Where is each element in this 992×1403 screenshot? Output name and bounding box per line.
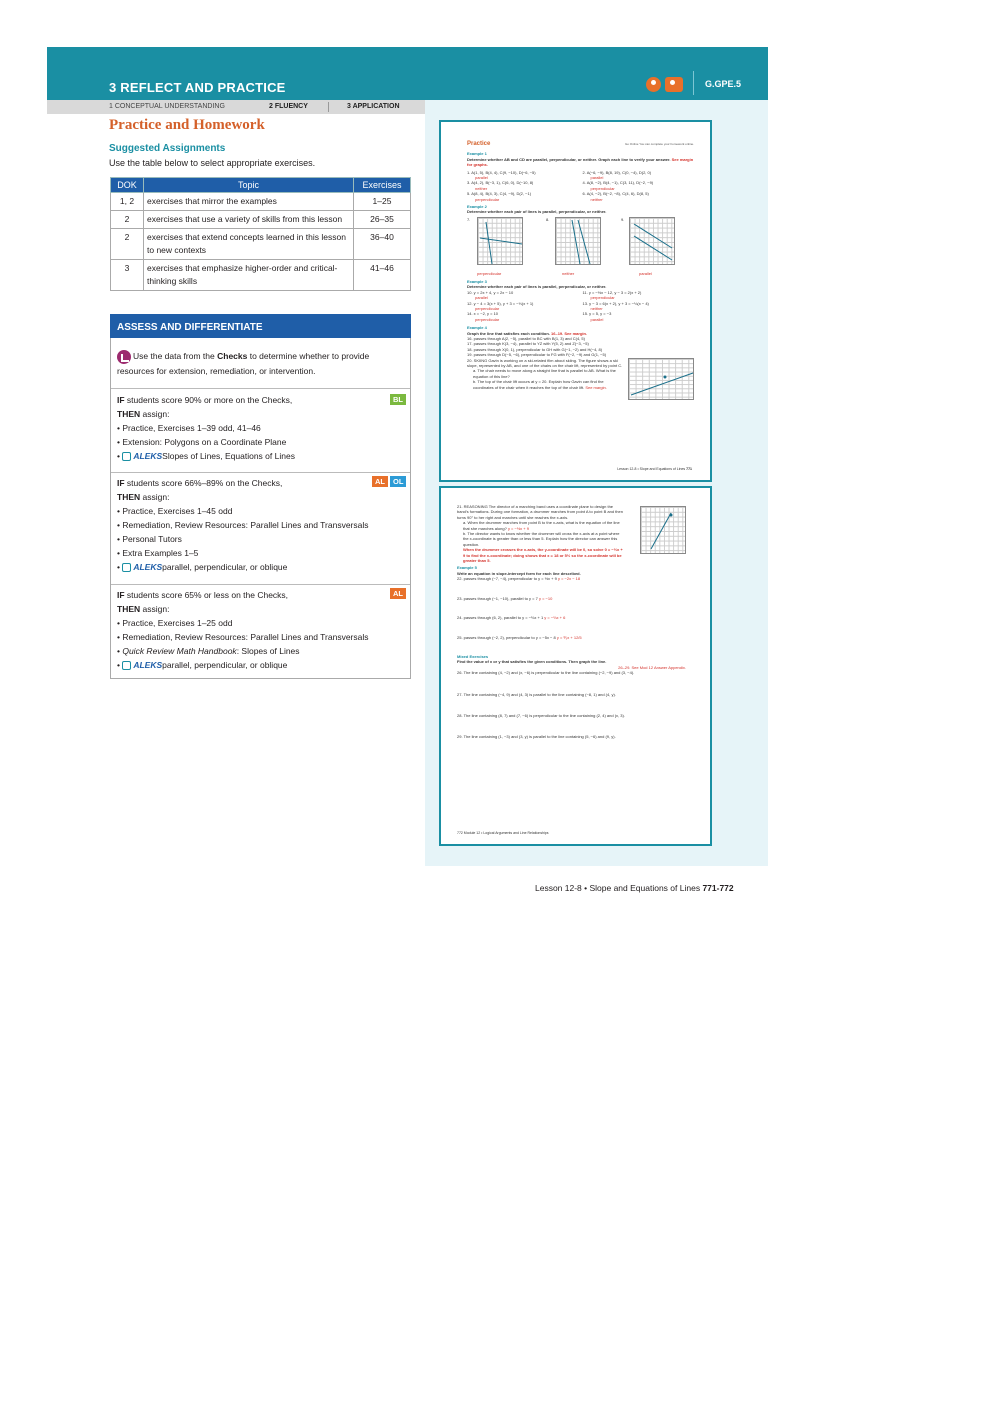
thumb-answer: y = −½x + 9 xyxy=(507,525,529,531)
thumb-instruction: Determine whether each pair of lines is parallel, perpendicular, or neither. xyxy=(467,284,607,290)
list-item[interactable]: • Practice, Exercises 1–45 odd xyxy=(117,504,402,518)
then-text: assign: xyxy=(140,409,170,419)
badge-ol: OL xyxy=(390,476,406,487)
list-item[interactable]: • Practice, Exercises 1–39 odd, 41–46 xyxy=(117,421,402,435)
aleks-logo: ALEKS xyxy=(133,451,163,461)
aleks-icon xyxy=(122,452,131,461)
badge-bl: BL xyxy=(390,394,406,405)
exercises-cell: 1–25 xyxy=(354,193,411,211)
thumb-graph-number: 8. xyxy=(546,216,550,222)
assignment-table xyxy=(110,177,411,291)
assign-block-on-level xyxy=(117,476,402,574)
list-item[interactable]: • Practice, Exercises 1–25 odd xyxy=(117,616,402,630)
then-label: THEN xyxy=(117,409,141,419)
footer-text: Lesson 12-8 • Slope and Equations of Lines xyxy=(535,883,703,893)
thumb-exercise: 17. passes through K(3, −4), parallel to YZ with Y(5, 2) and Z(−3, −5) xyxy=(467,341,589,347)
thumb-exercise-grid xyxy=(467,170,694,202)
then-label: THEN xyxy=(117,604,141,614)
topic-cell: exercises that extend concepts learned in this lesson to new contexts xyxy=(144,229,354,260)
thumb-footer: 772 Module 12 • Logical Arguments and Line Relationships xyxy=(457,830,549,835)
tab-divider xyxy=(328,102,329,112)
individual-icon xyxy=(646,77,661,92)
suggested-assignments-title: Suggested Assignments xyxy=(109,143,226,154)
thumb-header xyxy=(467,142,694,147)
topic-cell: exercises that emphasize higher-order and critical-thinking skills xyxy=(144,260,354,291)
thumb-exercise-part: b. The director wants to know whether the drummer will cross the x-axis at a point where the x-coordinate is greater than or less than 5. Explain how the director can answer this question. xyxy=(463,531,620,547)
thumb-mixed-exercises-label: Mixed Exercises xyxy=(457,653,489,659)
thumb-graph-7 xyxy=(477,217,523,265)
if-label: IF xyxy=(117,478,125,488)
dok-cell: 1, 2 xyxy=(111,193,144,211)
thumb-answer: perpendicular xyxy=(590,295,615,301)
thumb-exercise: 14. x = −2, y = 10 xyxy=(467,311,499,317)
thumb-see-margin: 16–19. See margin. xyxy=(551,330,588,336)
graph-8-lines xyxy=(556,218,602,266)
thumb-answer: neither xyxy=(562,270,575,276)
thumb-exercise-part-text: a. When the drummer marches from point B to the x-axis, what is the equation of the line that she marches along? xyxy=(463,520,620,531)
thumb-instruction-text: Graph the line that satisfies each condition. xyxy=(467,330,550,336)
thumb-exercise-grid xyxy=(467,290,694,322)
then-text: assign: xyxy=(140,492,170,502)
if-line xyxy=(117,393,402,407)
thumb-graph-row xyxy=(467,217,694,279)
thumb-exercise: 11. y = −½x − 12, y − 3 = 2(x + 2) xyxy=(582,289,642,295)
dok-cell: 2 xyxy=(111,211,144,229)
graph-7-lines xyxy=(478,218,524,266)
aleks-logo: ALEKS xyxy=(133,660,163,670)
thumb-practice-title: Practice xyxy=(467,141,491,147)
page-thumbnail-772[interactable] xyxy=(439,486,712,846)
thumb-exercise: 29. The line containing (1, −3) and (3, y) is parallel to the line containing (5, −6) and (9, y). xyxy=(457,734,616,740)
thumb-answer: parallel xyxy=(475,295,488,301)
if-label: IF xyxy=(117,590,125,600)
thumb-graph-number: 9. xyxy=(621,216,625,222)
tab-fluency[interactable]: 2 FLUENCY xyxy=(269,103,308,110)
if-line xyxy=(117,476,402,490)
thumb-answer: perpendicular xyxy=(475,196,500,202)
intro-text-rest: to determine whether to provide resources for extension, remediation, or intervention. xyxy=(117,351,370,376)
thumb-exercise-part xyxy=(457,520,624,531)
thumb-see-margin: See margin for graphs. xyxy=(467,156,694,168)
handbook-topic: : Slopes of Lines xyxy=(236,646,300,656)
spacer xyxy=(457,640,686,654)
thumb-page-number: 771 xyxy=(686,466,692,471)
divider xyxy=(111,472,410,473)
thumb-exercise: 22. passes through (−7, −4), perpendicular to y = ½x + 9 xyxy=(457,576,557,582)
aleks-item[interactable] xyxy=(117,449,402,463)
aleks-text: Slopes of Lines, Equations of Lines xyxy=(162,451,295,461)
footer-page-numbers: 771-772 xyxy=(702,883,734,893)
aleks-logo: ALEKS xyxy=(133,562,163,572)
thumb-exercise: 23. passes through (−1, −10), parallel to y = 7 xyxy=(457,595,538,601)
exercises-cell: 26–35 xyxy=(354,211,411,229)
thumb-answer: parallel xyxy=(639,270,652,276)
thumb-example-label: Example 2 xyxy=(467,204,487,210)
thumb-exercise: 21. REASONING The director of a marching band uses a coordinate plane to design the band's formations. During one formation, a drummer marches from point A to point B and then turns 90° to her right and marches until she reaches the x-axis. xyxy=(457,504,623,520)
thumb-exercise: 19. passes through D(−5, −6), perpendicular to FG with F(−2, −9) and G(1, −5) xyxy=(467,352,607,358)
if-line xyxy=(117,588,402,602)
thumb-exercise: 1. A(1, 5), B(4, 4), C(9, −10), D(−6, −5) xyxy=(467,169,536,175)
spacer xyxy=(457,582,686,596)
page-footer xyxy=(535,883,734,893)
thumb-exercise: 10. y = 2x + 4, y = 2x − 10 xyxy=(467,289,514,295)
thumb-exercise: 2. A(−6, −9), B(8, 19), C(0, −4), D(2, 0) xyxy=(582,169,652,175)
table-row xyxy=(111,260,411,291)
aleks-icon xyxy=(122,661,131,670)
thumb-answer: neither xyxy=(590,196,603,202)
page-thumbnail-771[interactable] xyxy=(439,120,712,482)
then-line xyxy=(117,407,402,421)
tab-application[interactable]: 3 APPLICATION xyxy=(347,103,400,110)
thumb-instruction xyxy=(467,157,694,168)
spacer xyxy=(457,601,686,615)
list-item[interactable]: • Extra Examples 1–5 xyxy=(117,546,402,560)
assign-block-beyond xyxy=(117,393,402,463)
aleks-icon xyxy=(122,563,131,572)
thumb-answer: parallel xyxy=(590,175,604,181)
thumb-answer: parallel xyxy=(475,175,488,181)
dok-cell: 3 xyxy=(111,260,144,291)
thumb-graph-number: 7. xyxy=(467,216,471,222)
thumb-example-label: Example 5 xyxy=(457,565,477,571)
section-title: 3 REFLECT AND PRACTICE xyxy=(109,80,286,95)
thumb-footer xyxy=(617,467,692,472)
thumb-exercise: 27. The line containing (−4, 9) and (4, 3) is parallel to the line containing (−8, 1) and (4, y). xyxy=(457,691,616,697)
thumb-exercise: 24. passes through (6, 2), parallel to y = −⅔x + 1 xyxy=(457,615,544,621)
thumb-exercise-21 xyxy=(457,504,686,563)
divider xyxy=(111,388,410,389)
group-icon xyxy=(665,77,683,92)
intro-text: Use the data from the xyxy=(133,351,218,361)
spacer xyxy=(457,676,686,692)
divider xyxy=(111,584,410,585)
thumb-answer: perpendicular xyxy=(590,185,615,191)
spacer xyxy=(457,718,686,734)
data-chart-icon xyxy=(117,350,131,364)
thumb-graph-9 xyxy=(629,217,675,265)
aleks-item[interactable] xyxy=(117,658,402,672)
thumb-exercise-part: a. The chair needs to move along a straight line that is parallel to AB. What is the equation of this line? xyxy=(473,368,616,379)
col-header-topic: Topic xyxy=(144,178,354,193)
header-divider xyxy=(693,71,694,95)
assign-block-approaching xyxy=(117,588,402,672)
tab-conceptual-understanding[interactable]: 1 CONCEPTUAL UNDERSTANDING xyxy=(109,103,225,110)
col-header-dok: DOK xyxy=(111,178,144,193)
list-item[interactable]: • Personal Tutors xyxy=(117,532,402,546)
assess-intro xyxy=(117,349,402,378)
thumb-instruction: Find the value of x or y that satisfies the given conditions. Then graph the line. xyxy=(457,659,607,665)
handbook-title: Quick Review Math Handbook xyxy=(122,646,237,656)
aleks-item[interactable] xyxy=(117,560,402,574)
then-line xyxy=(117,490,402,504)
thumb-graph-8 xyxy=(555,217,601,265)
topic-cell: exercises that mirror the examples xyxy=(144,193,354,211)
thumb-answer: perpendicular xyxy=(475,305,500,311)
thumb-answer: y = −2x − 18 xyxy=(557,576,581,582)
thumb-exercise: 12. y − 4 = 3(x + 5), y + 3 = −⅓(x + 1) xyxy=(467,300,534,306)
thumb-exercise: 6. A(4, −2), B(−2, −8), C(4, 6), D(8, 5) xyxy=(582,191,649,197)
thumb-example-label: Example 4 xyxy=(467,325,487,331)
then-line xyxy=(117,602,402,616)
then-text: assign: xyxy=(140,604,170,614)
assess-differentiate-header: ASSESS AND DIFFERENTIATE xyxy=(110,314,411,338)
thumb-exercise-20 xyxy=(467,358,694,390)
aleks-text: parallel, perpendicular, or oblique xyxy=(162,660,288,670)
thumb-answer: perpendicular xyxy=(477,270,502,276)
topic-cell: exercises that use a variety of skills from this lesson xyxy=(144,211,354,229)
standard-code: G.GPE.5 xyxy=(705,79,742,89)
thumb-exercise: 5. A(8, 4), B(4, 3), C(4, −9), D(2, −1) xyxy=(467,191,532,197)
thumb-exercise-part-text: b. The top of the chair lift occurs at y = 20. Explain how Gavin can find the coordinates of the chair when it reaches the top of the chair lift. xyxy=(473,379,604,390)
thumb-answer: neither xyxy=(590,305,603,311)
then-label: THEN xyxy=(117,492,141,502)
thumb-exercise: 15. y = 5, y = −3 xyxy=(582,311,612,317)
table-row xyxy=(111,193,411,211)
intro-checks: Checks xyxy=(217,351,248,361)
if-text: students score 66%–89% on the Checks, xyxy=(124,478,283,488)
if-label: IF xyxy=(117,395,125,405)
thumb-answer: y = ⅕x + 12/5 xyxy=(556,634,582,640)
graph-20-lines xyxy=(629,359,695,401)
table-row xyxy=(111,211,411,229)
thumb-exercise: 20. SKIING Gavin is working on a ski-related film about skiing. The figure shows a ski slope, represented by AB, and one of the chairs on the chair lift, represented by point C. xyxy=(467,357,623,368)
exercises-cell: 36–40 xyxy=(354,229,411,260)
col-header-exercises: Exercises xyxy=(354,178,411,193)
thumb-instruction: Determine whether each pair of lines is parallel, perpendicular, or neither. xyxy=(467,209,607,215)
thumb-exercise: 25. passes through (−2, 2), perpendicular to y = −5x − 8 xyxy=(457,634,556,640)
thumb-graph-21 xyxy=(640,506,686,554)
thumb-answer: When the drummer crosses the x-axis, the y-coordinate will be 0, so solve 0 = −½x + 9 to find the x-coordinate; doing shows that x = 18 or 5½ so the x-coordinate will be greater than 5. xyxy=(463,547,623,564)
thumb-see-margin: See margin. xyxy=(585,384,607,390)
thumb-exercise-part xyxy=(467,379,624,390)
thumb-exercise: 18. passes through X(0, 1), perpendicular to GH with G(−1, −2) and H(−4, 8) xyxy=(467,346,603,352)
header-icons xyxy=(646,77,683,92)
thumb-exercise: 16. passes through A(2, −5), parallel to BC with B(1, 3) and C(4, 5) xyxy=(467,335,585,341)
thumb-answer: 26–29. See Mod 12 Answer Appendix. xyxy=(618,664,686,670)
suggested-assignments-description: Use the table below to select appropriate exercises. xyxy=(109,158,316,168)
thumb-exercise: 3. A(4, 2), B(−3, 1), C(6, 0), D(−10, 8) xyxy=(467,180,534,186)
list-item[interactable] xyxy=(117,644,402,658)
graph-9-lines xyxy=(630,218,676,266)
thumb-example-label: Example 1 xyxy=(467,151,487,157)
list-item[interactable]: • Remediation, Review Resources: Parallel Lines and Transversals xyxy=(117,518,402,532)
dok-cell: 2 xyxy=(111,229,144,260)
thumb-exercise: 13. y − 3 = 6(x + 2), y + 3 = −⅓(x − 4) xyxy=(582,300,649,306)
if-text: students score 65% or less on the Checks, xyxy=(124,590,289,600)
aleks-text: parallel, perpendicular, or oblique xyxy=(162,562,288,572)
list-item[interactable]: • Remediation, Review Resources: Parallel Lines and Transversals xyxy=(117,630,402,644)
spacer xyxy=(457,621,686,635)
thumb-answer: y = −⅔x + 6 xyxy=(544,615,566,621)
thumb-example-label: Example 3 xyxy=(467,278,487,284)
exercises-cell: 41–46 xyxy=(354,260,411,291)
graph-21-lines xyxy=(641,507,687,555)
list-item[interactable]: • Extension: Polygons on a Coordinate Plane xyxy=(117,435,402,449)
thumb-footer-text: Lesson 12-8 • Slope and Equations of Lines xyxy=(617,466,686,471)
spacer xyxy=(457,697,686,713)
thumb-answer: perpendicular xyxy=(475,316,500,322)
thumb-answer: parallel xyxy=(590,316,604,322)
badge-al: AL xyxy=(390,588,406,599)
if-text: students score 90% or more on the Checks, xyxy=(124,395,293,405)
progress-tabs xyxy=(47,100,425,114)
thumb-answer: y = −10 xyxy=(538,595,553,601)
table-row xyxy=(111,229,411,260)
badge-al: AL xyxy=(372,476,388,487)
practice-homework-title: Practice and Homework xyxy=(109,117,265,133)
table-header-row xyxy=(111,178,411,193)
thumb-graph-20 xyxy=(628,358,694,400)
thumb-go-online: Go Online You can complete your homework online. xyxy=(624,142,694,146)
thumb-exercise: 4. A(8, −2), B(4, −1), C(3, 11), D(−2, −9) xyxy=(582,180,654,186)
thumb-answer: neither xyxy=(475,185,488,191)
thumb-exercise: 26. The line containing (4, −2) and (x, −6) is perpendicular to the line containing (−2, −9) and (3, −4). xyxy=(457,670,635,676)
thumb-instruction: Write an equation in slope-intercept form for each line described. xyxy=(457,570,581,576)
header-bar xyxy=(47,47,768,100)
thumb-instruction-text: Determine whether AB and CD are parallel, perpendicular, or neither. Graph each line to verify your answer. xyxy=(467,156,671,162)
thumb-exercise: 28. The line containing (8, 7) and (7, −6) is perpendicular to the line containing (2, 4) and (x, 3). xyxy=(457,712,625,718)
